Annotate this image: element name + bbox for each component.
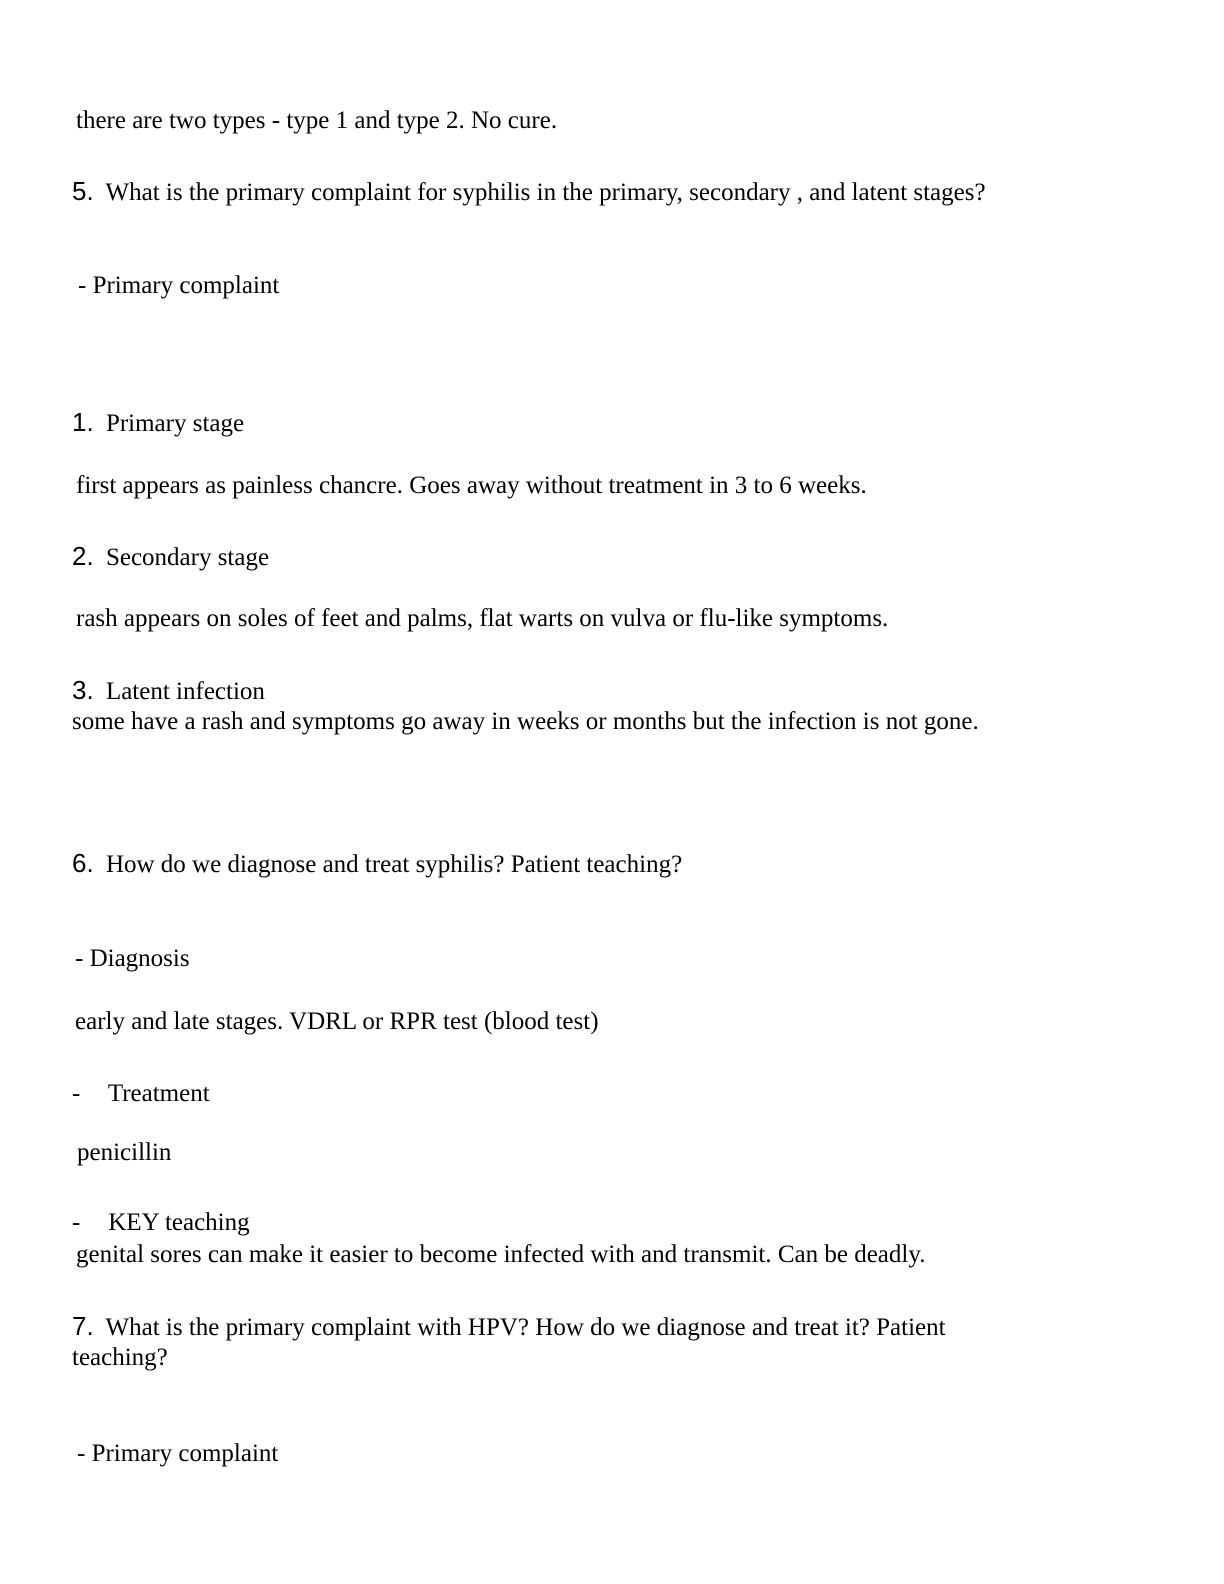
question-number: 5. [72, 176, 94, 206]
question-text: What is the primary complaint for syphilis in the primary, secondary , and latent stages? [105, 179, 986, 206]
stage-2-heading [72, 540, 269, 574]
bullet-dash: - [72, 1080, 81, 1107]
diagnosis-label: - Diagnosis [75, 945, 190, 972]
question-7 [72, 1310, 946, 1344]
question-7-continued: teaching? [72, 1344, 168, 1371]
treatment-answer: penicillin [77, 1139, 172, 1166]
question-number: 6. [72, 848, 94, 878]
stage-3-heading [72, 674, 265, 708]
stage-title: Latent infection [105, 678, 265, 705]
stage-3-answer: some have a rash and symptoms go away in weeks or months but the infection is not gone. [72, 708, 979, 735]
question-6 [72, 847, 682, 881]
herpes-answer-line: there are two types - type 1 and type 2. No cure. [76, 107, 558, 134]
key-teaching-answer: genital sores can make it easier to become infected with and transmit. Can be deadly. [76, 1241, 926, 1268]
question-text: How do we diagnose and treat syphilis? Patient teaching? [105, 851, 683, 878]
hpv-primary-complaint-label: - Primary complaint [77, 1440, 279, 1467]
stage-title: Secondary stage [105, 544, 270, 571]
key-teaching-title: KEY teaching [108, 1209, 250, 1236]
stage-number: 3. [72, 675, 94, 705]
stage-number: 1. [72, 407, 94, 437]
diagnosis-answer: early and late stages. VDRL or RPR test (blood test) [75, 1008, 599, 1035]
question-5 [72, 175, 986, 209]
primary-complaint-label: - Primary complaint [78, 272, 280, 299]
treatment-title: Treatment [107, 1080, 210, 1107]
key-teaching-label [72, 1207, 250, 1239]
stage-number: 2. [72, 541, 94, 571]
question-number: 7. [72, 1311, 94, 1341]
question-text: What is the primary complaint with HPV? How do we diagnose and treat it? Patient [105, 1314, 946, 1341]
stage-1-answer: first appears as painless chancre. Goes away without treatment in 3 to 6 weeks. [76, 472, 867, 499]
stage-title: Primary stage [105, 410, 245, 437]
treatment-label [72, 1078, 210, 1110]
stage-1-heading [72, 406, 244, 440]
bullet-dash: - [72, 1209, 81, 1236]
stage-2-answer: rash appears on soles of feet and palms, flat warts on vulva or flu-like symptoms. [76, 605, 889, 632]
